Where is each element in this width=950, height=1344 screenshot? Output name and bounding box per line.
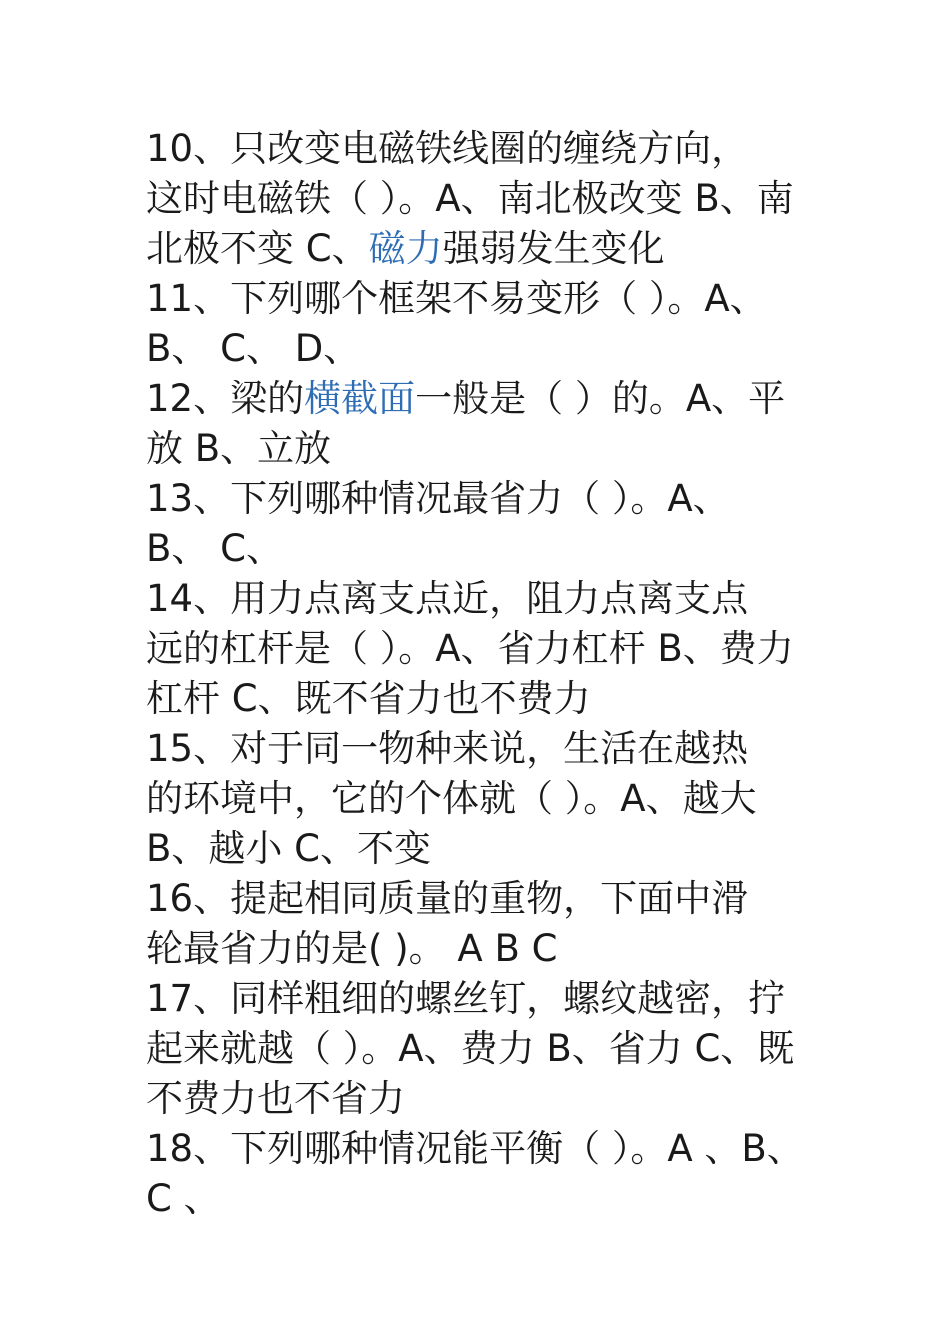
text-line	[146, 1024, 816, 1074]
line-text: 13、下列哪种情况最省力（ ）。A、	[146, 477, 730, 520]
term-link[interactable]: 磁力	[368, 227, 443, 270]
term-link[interactable]: 横截面	[304, 377, 416, 420]
text-line	[146, 574, 816, 624]
text-line	[146, 124, 816, 174]
text-line	[146, 774, 816, 824]
line-text: 12、梁的	[146, 377, 305, 420]
line-text: 一般是（ ）的。A、平	[415, 377, 786, 420]
text-line	[146, 824, 816, 874]
text-line	[146, 274, 816, 324]
line-text: 这时电磁铁（ ）。A、南北极改变 B、南	[146, 177, 794, 220]
line-text: 10、只改变电磁铁线圈的缠绕方向，	[146, 127, 749, 170]
text-line	[146, 974, 816, 1024]
text-line	[146, 874, 816, 924]
text-line	[146, 224, 816, 274]
line-text: C 、	[146, 1177, 221, 1220]
line-text: 远的杠杆是（ ）。A、省力杠杆 B、费力	[146, 627, 794, 670]
line-text: 放 B、立放	[146, 427, 332, 470]
line-text: 17、同样粗细的螺丝钉，螺纹越密，拧	[146, 977, 786, 1020]
line-text: 轮最省力的是( )。 A B C	[146, 927, 558, 970]
text-line	[146, 1124, 816, 1174]
text-line	[146, 1074, 816, 1124]
line-text: 杠杆 C、既不省力也不费力	[146, 677, 591, 720]
line-text: 北极不变 C、	[146, 227, 369, 270]
text-line	[146, 1174, 816, 1224]
text-line	[146, 424, 816, 474]
line-text: 18、下列哪种情况能平衡（ ）。A 、B、	[146, 1127, 804, 1170]
line-text: B、越小 C、不变	[146, 827, 431, 870]
text-line	[146, 674, 816, 724]
document-page	[146, 124, 816, 1224]
line-text: 15、对于同一物种来说，生活在越热	[146, 727, 749, 770]
text-line	[146, 374, 816, 424]
line-text: 强弱发生变化	[442, 227, 665, 270]
text-line	[146, 524, 816, 574]
text-line	[146, 624, 816, 674]
line-text: B、 C、	[146, 527, 283, 570]
text-line	[146, 174, 816, 224]
line-text: 16、提起相同质量的重物，下面中滑	[146, 877, 749, 920]
line-text: 14、用力点离支点近，阻力点离支点	[146, 577, 749, 620]
line-text: 不费力也不省力	[146, 1077, 405, 1120]
line-text: 起来就越（ ）。A、费力 B、省力 C、既	[146, 1027, 795, 1070]
text-line	[146, 924, 816, 974]
line-text: 11、下列哪个框架不易变形（ ）。A、	[146, 277, 767, 320]
text-line	[146, 724, 816, 774]
line-text: 的环境中，它的个体就（ ）。A、越大	[146, 777, 757, 820]
text-line	[146, 474, 816, 524]
line-text: B、 C、 D、	[146, 327, 361, 370]
text-line	[146, 324, 816, 374]
